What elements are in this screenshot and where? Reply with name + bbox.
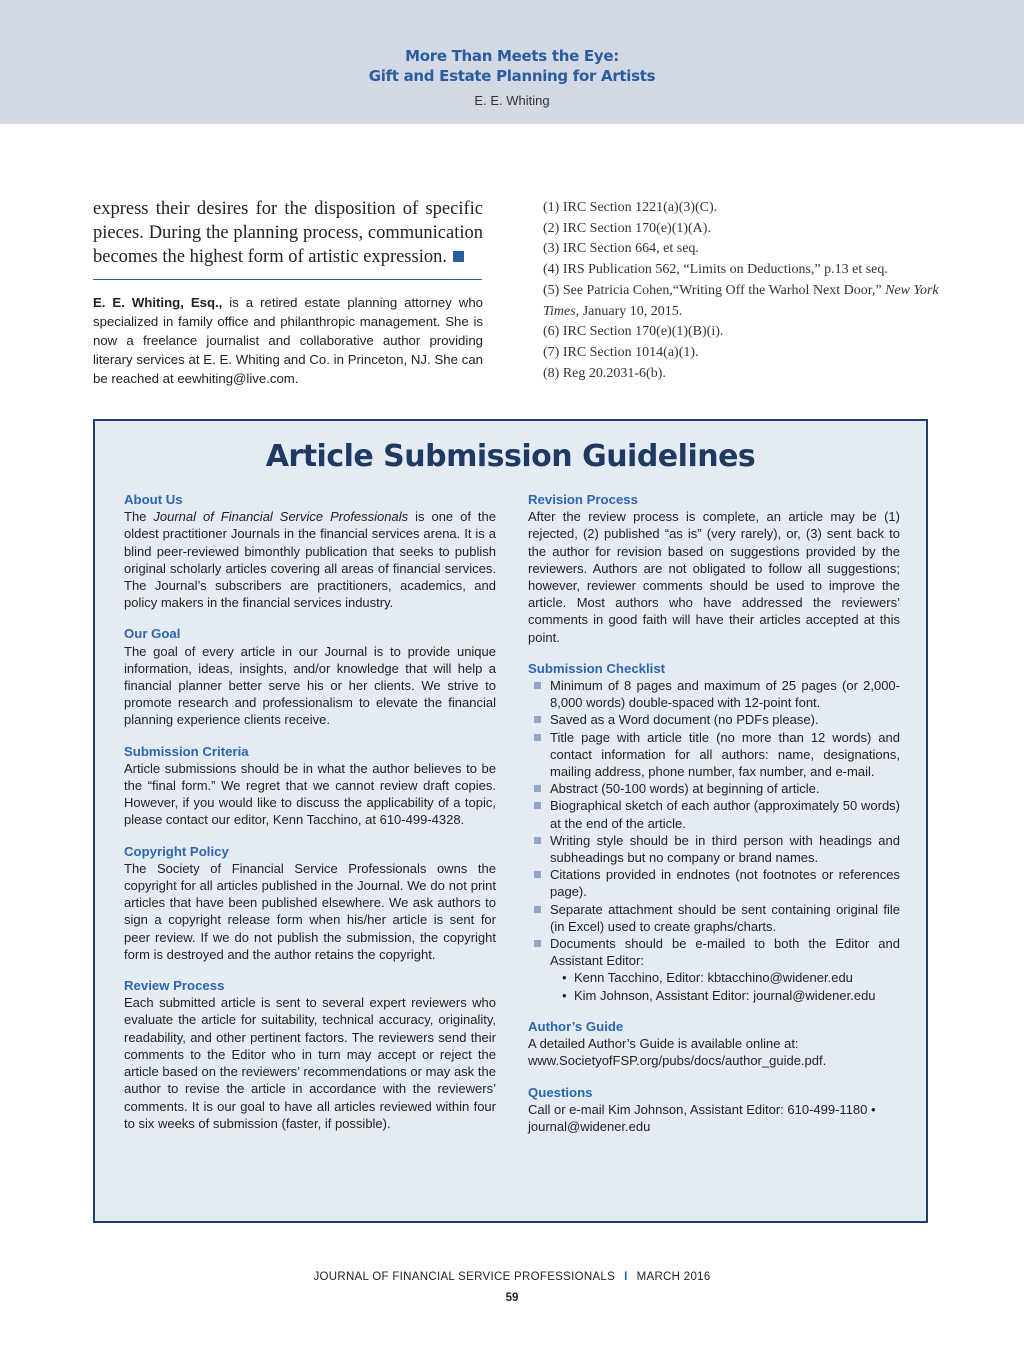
submission-guidelines-box: [93, 419, 928, 1223]
square-bullet-icon: [534, 682, 541, 689]
about-text-end: is one of the oldest practitioner Journals in the financial services arena. It is a blind peer-reviewed bimonthly publication that seeks to publish original scholarly articles covering all areas of financial services. The Journal’s subscribers are practitioners, academics, and policy makers in the financial services industry.: [124, 509, 496, 611]
list-item: [528, 797, 900, 831]
article-title-line1: More Than Meets the Eye:: [405, 47, 619, 65]
article-title-line2: Gift and Estate Planning for Artists: [368, 67, 656, 85]
contact-text: Kenn Tacchino, Editor: kbtacchino@widener.edu: [574, 970, 853, 986]
endnote: (6) IRC Section 170(e)(1)(B)(i).: [543, 324, 724, 340]
end-of-article-square-icon: [453, 251, 464, 262]
endnote-5-publication: New York Times,: [543, 282, 939, 319]
section-text: The goal of every article in our Journal is to provide unique information, ideas, insights, and/or knowledge that will help a financial planner better serve his or her clients. We strive to promote research and professionalism to elevate the financial planning experience clients receive.: [124, 643, 496, 728]
section-about-us: [124, 491, 496, 611]
section-heading: Submission Checklist: [528, 660, 666, 676]
list-item: [528, 901, 900, 935]
section-questions: [528, 1084, 900, 1136]
section-authors-guide: [528, 1018, 900, 1070]
endnote: (1) IRC Section 1221(a)(3)(C).: [543, 200, 718, 215]
guidelines-left-column: [124, 491, 496, 1146]
about-text-start: The: [124, 509, 154, 525]
square-bullet-icon: [534, 802, 541, 809]
footer-separator: I: [624, 1271, 628, 1283]
list-item: [528, 832, 900, 866]
section-heading: Review Process: [124, 978, 225, 994]
square-bullet-icon: [534, 906, 541, 913]
section-heading: Questions: [528, 1084, 593, 1100]
list-item-text: Title page with article title (no more than 12 words) and contact information for all authors: name, designations, mailing address, phone number, fax number, and e-mail.: [550, 729, 900, 780]
endnote-5-prefix: (5) See Patricia Cohen,“Writing Off the Warhol Next Door,”: [543, 282, 886, 298]
section-text: A detailed Author’s Guide is available online at: www.SocietyofFSP.org/pubs/docs/author_guide.pdf.: [528, 1036, 827, 1069]
section-heading: Submission Criteria: [124, 743, 249, 759]
endnote: [543, 281, 943, 322]
list-item: [528, 780, 900, 797]
journal-name-footer: JOURNAL OF FINANCIAL SERVICE PROFESSIONALS: [313, 1271, 616, 1283]
list-item-text: Biographical sketch of each author (approximately 50 words) at the end of the article.: [550, 798, 900, 831]
running-footer: [0, 1271, 1024, 1283]
endnote: (4) IRS Publication 562, “Limits on Deductions,” p.13 et seq.: [543, 262, 888, 278]
square-bullet-icon: [534, 716, 541, 723]
page-number: 59: [505, 1292, 519, 1304]
endnote: (2) IRC Section 170(e)(1)(A).: [543, 220, 711, 236]
list-item-text: Abstract (50-100 words) at beginning of article.: [550, 781, 820, 797]
section-heading: About Us: [124, 492, 183, 507]
divider: [93, 279, 482, 280]
author-bio: [93, 293, 483, 388]
editor-contacts: [528, 969, 900, 1003]
endnote: (3) IRC Section 664, et seq.: [543, 241, 699, 257]
journal-name: Journal of Financial Service Professionals: [153, 509, 409, 525]
section-text: Call or e-mail Kim Johnson, Assistant Editor: 610-499-1180 • journal@widener.edu: [528, 1101, 876, 1134]
running-header: [0, 0, 1024, 124]
author-bio-text: is a retired estate planning attorney who specialized in family office and philanthropic management. She is now a freelance journalist and collaborative author providing literary services at E. E. Whiting and Co. in Princeton, NJ. She can be reached at eewhiting@live.com.: [93, 295, 483, 386]
list-item-text: Citations provided in endnotes (not footnotes or references page).: [550, 867, 900, 900]
issue-date: MARCH 2016: [636, 1271, 711, 1283]
dot-bullet-icon: •: [562, 970, 567, 986]
list-item: [528, 866, 900, 900]
guidelines-title: Article Submission Guidelines: [265, 439, 756, 474]
author-bio-name: E. E. Whiting, Esq.,: [93, 295, 223, 310]
section-text: [124, 508, 496, 611]
list-item: [528, 711, 900, 728]
section-heading: Author’s Guide: [528, 1018, 624, 1034]
section-our-goal: [124, 625, 496, 728]
list-item-text: Separate attachment should be sent containing original file (in Excel) used to create graphs/charts.: [550, 901, 900, 934]
section-revision-process: [528, 491, 900, 646]
contact-item: [528, 969, 900, 986]
square-bullet-icon: [534, 940, 541, 947]
section-submission-checklist: [528, 660, 900, 1004]
list-item: [528, 935, 900, 969]
square-bullet-icon: [534, 871, 541, 878]
contact-text: Kim Johnson, Assistant Editor: journal@widener.edu: [574, 987, 876, 1003]
list-item: [528, 677, 900, 711]
square-bullet-icon: [534, 734, 541, 741]
checklist: [528, 677, 900, 969]
endnote: (7) IRC Section 1014(a)(1).: [543, 344, 699, 360]
dot-bullet-icon: •: [562, 987, 567, 1003]
contact-item: [528, 987, 900, 1004]
section-copyright-policy: [124, 843, 496, 963]
list-item-text: Writing style should be in third person with headings and subheadings but no company or brand names.: [550, 832, 900, 866]
list-item-text: Documents should be e-mailed to both the Editor and Assistant Editor:: [550, 936, 900, 969]
closing-paragraph: [93, 197, 483, 269]
guidelines-right-column: [528, 491, 900, 1149]
section-text: Each submitted article is sent to several expert reviewers who evaluate the article for suitability, technical accuracy, originality, readability, and other pertinent factors. The reviewers send their comments to the Editor who in turn may accept or reject the article based on the reviewers’ recommendations or may ask the author to revise the article in accordance with the reviewers’ comments. It is our goal to have all articles reviewed within four to six weeks of submission (faster, if possible).: [124, 995, 496, 1131]
list-item: [528, 729, 900, 781]
section-text: Article submissions should be in what the author believes to be the “final form.” We regret that we cannot review draft copies. However, if you would like to discuss the applicability of a topic, please contact our editor, Kenn Tacchino, at 610-499-4328.: [124, 760, 496, 828]
section-submission-criteria: [124, 743, 496, 829]
endnote-5-suffix: January 10, 2015.: [579, 303, 683, 319]
section-review-process: [124, 977, 496, 1132]
section-heading: Copyright Policy: [124, 843, 229, 859]
section-heading: Revision Process: [528, 492, 638, 507]
section-text: The Society of Financial Service Professionals owns the copyright for all articles published in the Journal. We do not print articles that have been published elsewhere. We ask authors to sign a copyright release form when his/her article is sent for peer review. If we do not publish the submission, the copyright form is destroyed and the author retains the copyright.: [124, 860, 496, 962]
square-bullet-icon: [534, 785, 541, 792]
list-item-text: Saved as a Word document (no PDFs please).: [550, 712, 819, 728]
section-heading: Our Goal: [124, 626, 181, 642]
list-item-text: Minimum of 8 pages and maximum of 25 pages (or 2,000-8,000 words) double-spaced with 12-point font.: [550, 678, 900, 711]
closing-paragraph-text: express their desires for the disposition of specific pieces. During the planning process, communication becomes the highest form of artistic expression.: [93, 199, 483, 267]
article-author: E. E. Whiting: [474, 93, 550, 108]
square-bullet-icon: [534, 837, 541, 844]
article-title: [0, 46, 1024, 86]
endnote: (8) Reg 20.2031-6(b).: [543, 365, 666, 381]
endnotes: [543, 198, 943, 384]
section-text: After the review process is complete, an article may be (1) rejected, (2) published “as is” (very rarely), or, (3) sent back to the author for revision based on suggestions provided by the reviewers. Authors are not obligated to follow all suggestions; however, reviewer comments should be used to improve the article. Most authors who have addressed the reviewers’ comments in good faith will have their articles accepted at this point.: [528, 509, 900, 645]
